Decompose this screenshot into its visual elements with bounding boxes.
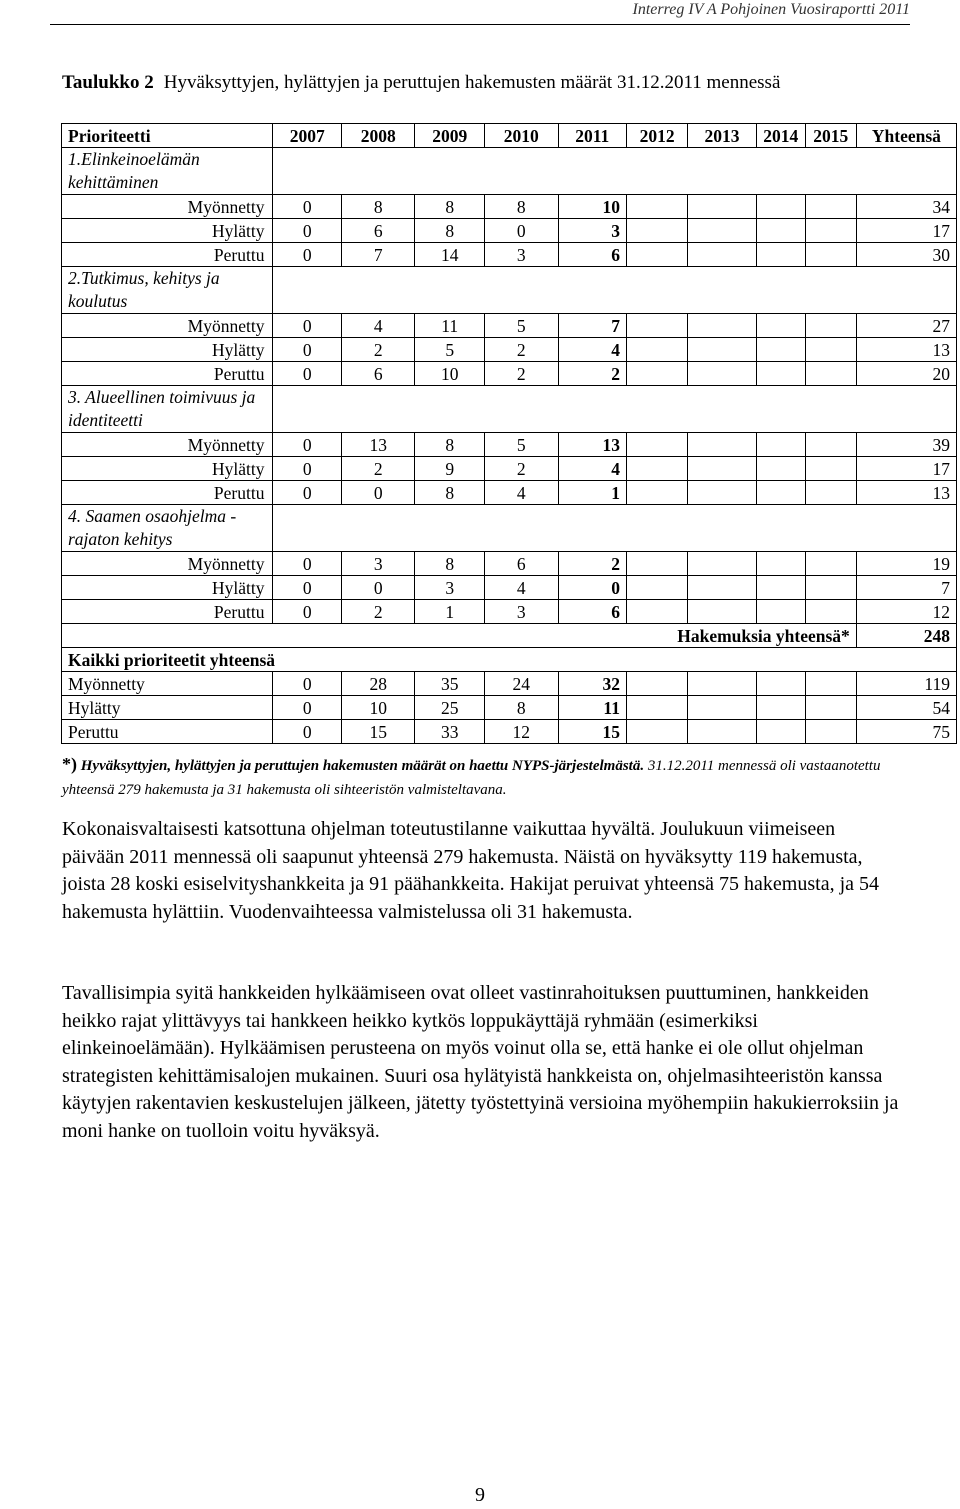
empty-cell [805, 195, 856, 219]
value-cell: 3 [341, 552, 415, 576]
value-cell: 8 [415, 552, 484, 576]
empty-cell [756, 243, 805, 267]
row-label: Peruttu [62, 600, 273, 624]
value-cell: 6 [484, 552, 558, 576]
value-cell: 28 [341, 672, 415, 696]
empty-cell [688, 362, 756, 386]
empty-cell [688, 720, 756, 744]
group-row [62, 267, 957, 314]
table-footnote [62, 752, 892, 802]
applications-table [61, 123, 957, 744]
row-label: Peruttu [62, 362, 273, 386]
empty-cell [273, 505, 957, 552]
empty-cell [756, 552, 805, 576]
table-row [62, 576, 957, 600]
empty-cell [626, 696, 687, 720]
value-cell: 32 [558, 672, 626, 696]
caption-text: Hyväksyttyjen, hylättyjen ja peruttujen hakemusten määrät 31.12.2011 mennessä [163, 72, 781, 93]
value-cell: 0 [558, 576, 626, 600]
total-cell: 27 [856, 314, 956, 338]
value-cell: 9 [415, 457, 484, 481]
empty-cell [756, 720, 805, 744]
empty-cell [805, 457, 856, 481]
table-row [62, 433, 957, 457]
value-cell: 3 [558, 219, 626, 243]
footnote-star: *) [62, 754, 77, 774]
row-label: Peruttu [62, 720, 273, 744]
empty-cell [756, 314, 805, 338]
table-row [62, 362, 957, 386]
table-row [62, 314, 957, 338]
value-cell: 6 [558, 600, 626, 624]
empty-cell [688, 481, 756, 505]
empty-cell [805, 314, 856, 338]
value-cell: 8 [341, 195, 415, 219]
empty-cell [805, 552, 856, 576]
value-cell: 11 [415, 314, 484, 338]
all-priorities-title: Kaikki prioriteetit yhteensä [62, 648, 957, 672]
value-cell: 33 [415, 720, 484, 744]
empty-cell [688, 243, 756, 267]
table-row [62, 457, 957, 481]
total-cell: 13 [856, 481, 956, 505]
total-applications-label: Hakemuksia yhteensä* [62, 624, 857, 648]
value-cell: 1 [415, 600, 484, 624]
empty-cell [626, 457, 687, 481]
priority-title: 1.Elinkeinoelämän kehittäminen [62, 148, 273, 195]
value-cell: 2 [341, 457, 415, 481]
empty-cell [626, 362, 687, 386]
page-number: 9 [475, 1484, 485, 1506]
empty-cell [805, 219, 856, 243]
empty-cell [756, 457, 805, 481]
header-divider [50, 24, 910, 25]
value-cell: 5 [484, 433, 558, 457]
value-cell: 8 [415, 219, 484, 243]
total-applications-row [62, 624, 957, 648]
row-label: Hylätty [62, 576, 273, 600]
empty-cell [756, 195, 805, 219]
empty-cell [756, 219, 805, 243]
empty-cell [626, 600, 687, 624]
value-cell: 3 [484, 243, 558, 267]
table-row [62, 720, 957, 744]
empty-cell [805, 600, 856, 624]
table-row [62, 552, 957, 576]
value-cell: 8 [484, 195, 558, 219]
priority-title: 3. Alueellinen toimivuus ja identiteetti [62, 386, 273, 433]
empty-cell [626, 243, 687, 267]
value-cell: 24 [484, 672, 558, 696]
value-cell: 0 [273, 338, 341, 362]
column-header: 2007 [273, 124, 341, 148]
total-cell: 7 [856, 576, 956, 600]
row-label: Myönnetty [62, 433, 273, 457]
value-cell: 0 [273, 576, 341, 600]
empty-cell [626, 552, 687, 576]
column-header: 2015 [805, 124, 856, 148]
value-cell: 6 [341, 219, 415, 243]
empty-cell [688, 552, 756, 576]
empty-cell [805, 576, 856, 600]
value-cell: 0 [273, 195, 341, 219]
empty-cell [756, 672, 805, 696]
value-cell: 2 [484, 338, 558, 362]
value-cell: 5 [484, 314, 558, 338]
footnote-bold: Hyväksyttyjen, hylättyjen ja peruttujen hakemusten määrät on haettu NYPS-järjestelmästä. [80, 758, 645, 774]
value-cell: 0 [273, 552, 341, 576]
value-cell: 2 [341, 600, 415, 624]
table-body [62, 124, 957, 744]
value-cell: 0 [273, 314, 341, 338]
table-row [62, 338, 957, 362]
table-row [62, 219, 957, 243]
priority-title: 2.Tutkimus, kehitys ja koulutus [62, 267, 273, 314]
total-cell: 34 [856, 195, 956, 219]
empty-cell [273, 267, 957, 314]
total-cell: 17 [856, 219, 956, 243]
total-cell: 39 [856, 433, 956, 457]
column-header: Prioriteetti [62, 124, 273, 148]
empty-cell [688, 219, 756, 243]
row-label: Myönnetty [62, 552, 273, 576]
row-label: Peruttu [62, 481, 273, 505]
row-label: Hylätty [62, 696, 273, 720]
empty-cell [626, 195, 687, 219]
running-header: Interreg IV A Pohjoinen Vuosiraportti 2011 [632, 1, 910, 18]
value-cell: 0 [341, 576, 415, 600]
empty-cell [626, 481, 687, 505]
value-cell: 10 [558, 195, 626, 219]
empty-cell [756, 576, 805, 600]
row-label: Myönnetty [62, 314, 273, 338]
group-row [62, 386, 957, 433]
value-cell: 7 [558, 314, 626, 338]
value-cell: 6 [341, 362, 415, 386]
row-label: Hylätty [62, 219, 273, 243]
value-cell: 4 [484, 481, 558, 505]
empty-cell [805, 720, 856, 744]
empty-cell [805, 672, 856, 696]
value-cell: 0 [273, 219, 341, 243]
empty-cell [756, 481, 805, 505]
value-cell: 2 [341, 338, 415, 362]
value-cell: 0 [484, 219, 558, 243]
value-cell: 7 [341, 243, 415, 267]
row-label: Hylätty [62, 338, 273, 362]
value-cell: 8 [415, 433, 484, 457]
all-priorities-row [62, 648, 957, 672]
priority-title: 4. Saamen osaohjelma - rajaton kehitys [62, 505, 273, 552]
empty-cell [688, 600, 756, 624]
value-cell: 8 [415, 481, 484, 505]
total-cell: 19 [856, 552, 956, 576]
empty-cell [756, 362, 805, 386]
empty-cell [273, 386, 957, 433]
column-header: 2009 [415, 124, 484, 148]
table-row [62, 672, 957, 696]
value-cell: 2 [558, 362, 626, 386]
empty-cell [688, 457, 756, 481]
value-cell: 14 [415, 243, 484, 267]
value-cell: 0 [273, 481, 341, 505]
row-label: Myönnetty [62, 195, 273, 219]
total-cell: 30 [856, 243, 956, 267]
value-cell: 13 [341, 433, 415, 457]
total-cell: 13 [856, 338, 956, 362]
paragraph-1: Kokonaisvaltaisesti katsottuna ohjelman toteutustilanne vaikuttaa hyvältä. Joulukuun viimeiseen päivään 2011 mennessä oli saapunut yhteensä 279 hakemusta. Näistä on hyväksytty 119 hakemusta, joista 28 koski esiselvityshankkeita ja 91 päähankkeita. Hakijat peruivat yhteensä 75 hakemusta, ja 54 hakemusta hylättiin. Vuodenvaihteessa valmistelussa oli 31 hakemusta. [62, 818, 880, 923]
column-header: 2013 [688, 124, 756, 148]
group-row [62, 148, 957, 195]
total-applications-value: 248 [856, 624, 956, 648]
row-label: Myönnetty [62, 672, 273, 696]
value-cell: 10 [341, 696, 415, 720]
value-cell: 15 [341, 720, 415, 744]
value-cell: 10 [415, 362, 484, 386]
value-cell: 0 [273, 720, 341, 744]
total-cell: 12 [856, 600, 956, 624]
empty-cell [626, 219, 687, 243]
column-header: 2011 [558, 124, 626, 148]
value-cell: 12 [484, 720, 558, 744]
value-cell: 4 [341, 314, 415, 338]
value-cell: 2 [558, 552, 626, 576]
table-row [62, 481, 957, 505]
empty-cell [626, 338, 687, 362]
group-row [62, 505, 957, 552]
value-cell: 0 [273, 433, 341, 457]
value-cell: 0 [273, 672, 341, 696]
empty-cell [688, 433, 756, 457]
total-cell: 20 [856, 362, 956, 386]
table-row [62, 195, 957, 219]
empty-cell [805, 362, 856, 386]
value-cell: 0 [273, 457, 341, 481]
empty-cell [688, 195, 756, 219]
empty-cell [688, 672, 756, 696]
empty-cell [756, 338, 805, 362]
value-cell: 2 [484, 362, 558, 386]
value-cell: 6 [558, 243, 626, 267]
empty-cell [626, 433, 687, 457]
paragraph-2: Tavallisimpia syitä hankkeiden hylkäämiseen ovat olleet vastinrahoituksen puuttuminen, hankkeiden heikko rajat ylittävyys tai hankkeen heikko kytkös loppukäyttäjä ryhmään (esimerkiksi elinkeinoelämään). Hylkäämisen perusteena on myös voinut olla se, että hanke ei ole ollut ohjelman strategisten kehittämisalojen mukainen. Suuri osa hylätyistä hankkeista on, ohjelmasihteeristön kanssa käytyjen rakentavien keskustelujen jälkeen, jätetty työstettyinä versioina myöhempiin hakukierroksiin ja moni hanke on tuolloin voitu hyväksyä. [62, 982, 899, 1142]
total-cell: 119 [856, 672, 956, 696]
table-row [62, 696, 957, 720]
empty-cell [805, 338, 856, 362]
value-cell: 4 [558, 457, 626, 481]
table-header-row [62, 124, 957, 148]
value-cell: 8 [415, 195, 484, 219]
value-cell: 1 [558, 481, 626, 505]
value-cell: 8 [484, 696, 558, 720]
table-caption [62, 71, 902, 95]
empty-cell [688, 696, 756, 720]
total-cell: 75 [856, 720, 956, 744]
row-label: Peruttu [62, 243, 273, 267]
value-cell: 0 [273, 696, 341, 720]
empty-cell [688, 576, 756, 600]
empty-cell [805, 481, 856, 505]
table-row [62, 600, 957, 624]
value-cell: 0 [273, 600, 341, 624]
footnote-rest: 31.12.2011 mennessä oli vastaanotettu yhteensä 279 hakemusta ja 31 hakemusta oli sihteeristön valmisteltavana. [62, 758, 881, 798]
empty-cell [805, 696, 856, 720]
empty-cell [756, 696, 805, 720]
value-cell: 0 [273, 362, 341, 386]
value-cell: 5 [415, 338, 484, 362]
column-header: Yhteensä [856, 124, 956, 148]
total-cell: 54 [856, 696, 956, 720]
empty-cell [626, 672, 687, 696]
value-cell: 4 [484, 576, 558, 600]
empty-cell [805, 433, 856, 457]
column-header: 2008 [341, 124, 415, 148]
value-cell: 2 [484, 457, 558, 481]
empty-cell [626, 576, 687, 600]
empty-cell [688, 338, 756, 362]
empty-cell [626, 314, 687, 338]
value-cell: 0 [341, 481, 415, 505]
caption-number: Taulukko 2 [62, 72, 154, 93]
empty-cell [688, 314, 756, 338]
table-row [62, 243, 957, 267]
row-label: Hylätty [62, 457, 273, 481]
column-header: 2010 [484, 124, 558, 148]
value-cell: 13 [558, 433, 626, 457]
empty-cell [756, 600, 805, 624]
empty-cell [626, 720, 687, 744]
value-cell: 0 [273, 243, 341, 267]
value-cell: 25 [415, 696, 484, 720]
value-cell: 15 [558, 720, 626, 744]
empty-cell [756, 433, 805, 457]
total-cell: 17 [856, 457, 956, 481]
empty-cell [273, 148, 957, 195]
value-cell: 3 [415, 576, 484, 600]
value-cell: 35 [415, 672, 484, 696]
column-header: 2014 [756, 124, 805, 148]
column-header: 2012 [626, 124, 687, 148]
value-cell: 3 [484, 600, 558, 624]
value-cell: 11 [558, 696, 626, 720]
value-cell: 4 [558, 338, 626, 362]
empty-cell [805, 243, 856, 267]
